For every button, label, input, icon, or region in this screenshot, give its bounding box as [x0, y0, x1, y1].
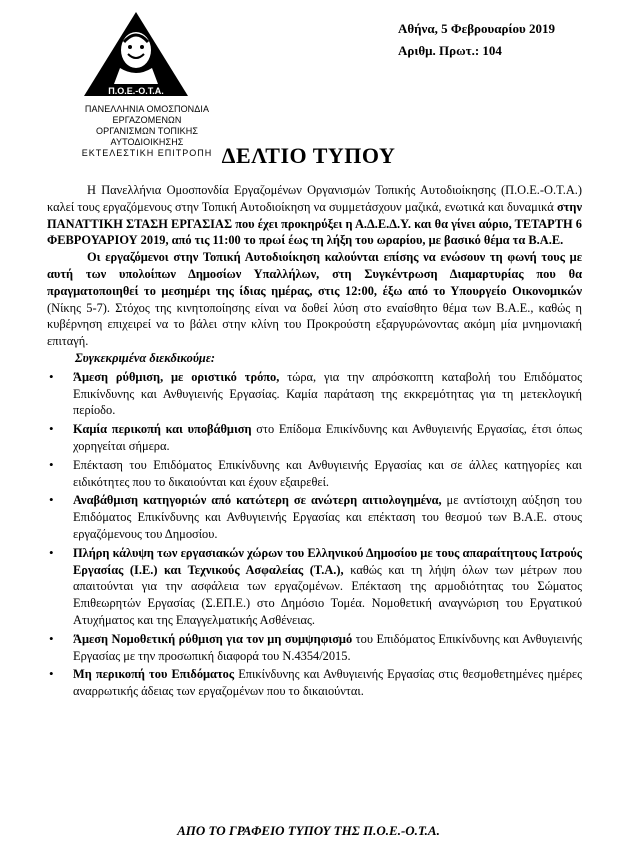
demand-bold-text: Άμεση ρύθμιση, με οριστικό τρόπο, [73, 369, 280, 384]
demand-text: Επέκταση του Επιδόματος Επικίνδυνης και Ανθυγιεινής Εργασίας και σε άλλες κατηγορίες και ειδικότητες που το δικαιούνται και έχουν εξαιρεθεί. [73, 457, 582, 489]
demand-item [47, 421, 582, 455]
demands-list [47, 369, 582, 700]
demand-item [47, 631, 582, 665]
document-date: Αθήνα, 5 Φεβρουαρίου 2019 [398, 21, 555, 36]
demand-item [47, 545, 582, 629]
demand-bold-text: Άμεση Νομοθετική ρύθμιση για τον μη συμψηφισμό [73, 631, 353, 646]
demand-item [47, 457, 582, 491]
demand-text: στο Επίδομα Επικίνδυνης και Ανθυγιεινής Εργασίας, έτσι όπως χορηγείται σήμερα. [73, 422, 582, 453]
intro-strike-text: στην ΠΑΝΑΤΤΙΚΗ ΣΤΑΣΗ ΕΡΓΑΣΙΑΣ που έχει προκηρύξει η Α.Δ.Ε.Δ.Υ. και θα γίνει αύριο, ΤΕΤΑΡΤΗ 6 ΦΕΒΡΟΥΑΡΙΟΥ 2019, από τις 11:00 το πρωί έως τη λήξη του ωραρίου, με βασικό θέμα τα Β.Α.Ε. [47, 199, 582, 248]
demand-text: καθώς και τη λήψη όλων των μέτρων που απαιτούνται για την ασφάλεια των εργαζομένων. Επέκταση της αρμοδιότητας του Σώματος Επιθεωρητών Εργασίας (Σ.ΕΠ.Ε.) στο Δημόσιο Τομέα. Νομοθετική αναγνώριση του Εργατικού Ατυχήματος και της Επαγγελματικής Ασθένειας. [73, 562, 582, 627]
bullet-icon: • [49, 666, 54, 682]
protocol-number: Αριθμ. Πρωτ.: 104 [398, 43, 502, 58]
intro-paragraph [47, 182, 582, 249]
bullet-icon: • [49, 544, 54, 560]
intro-text: Η Πανελλήνια Ομοσπονδία Εργαζομένων Οργανισμών Τοπικής Αυτοδιοίκησης (Π.Ο.Ε.-Ο.Τ.Α.) καλεί τους εργαζόμενους στην Τοπική Αυτοδιοίκηση να συμμετάσχουν μαζικά, ενωτικά και δυναμικά [47, 183, 582, 214]
demand-text: με αντίστοιχη αύξηση του Επιδόματος Επικίνδυνης και Ανθυγιεινής Εργασίας και επέκταση του θεσμού των Β.Α.Ε. στους εργαζόμενους του Δημοσίου. [73, 493, 582, 541]
demand-bold-text: Μη περικοπή του Επιδόματος [73, 667, 235, 682]
demand-bold-text: Πλήρη κάλυψη των εργασιακών χώρων του Ελληνικού Δημοσίου με τους απαραίτητους Ιατρούς Εργασίας (Ι.Ε.) και Τεχνικούς Ασφαλείας (Τ.Α.), [73, 545, 582, 577]
org-line-2: ΟΡΓΑΝΙΣΜΩΝ ΤΟΠΙΚΗΣ ΑΥΤΟΔΙΟΙΚΗΣΗΣ [96, 126, 198, 147]
bullet-icon: • [49, 456, 54, 472]
rally-text: (Νίκης 5-7). Στόχος της κινητοποίησης είναι να δοθεί λύση στο εναίσθητο θέμα των Β.Α.Ε., καθώς η κυβέρνηση επιχειρεί να το βάλει στην κλίνη του Προκρούστη εξαργυρώνοντας ακόμη μία μνημονιακή επιταγή. [47, 300, 582, 349]
logo-text: Π.Ο.Ε.-Ο.Τ.Α. [108, 86, 164, 96]
demand-text: του Επιδόματος Επικίνδυνης και Ανθυγιεινής Εργασίας με την προσωπική διαφορά του Ν.4354/2015. [73, 631, 582, 663]
demand-bold-text: Καμία περικοπή και υποβάθμιση [73, 422, 252, 437]
document-meta [398, 18, 555, 62]
press-release-body [47, 182, 582, 700]
bullet-icon: • [49, 368, 54, 384]
press-office-signature: ΑΠΟ ΤΟ ΓΡΑΦΕΙΟ ΤΥΠΟΥ ΤΗΣ Π.Ο.Ε.-Ο.Τ.Α. [177, 823, 440, 838]
org-line-1: ΠΑΝΕΛΛΗΝΙΑ ΟΜΟΣΠΟΝΔΙΑ ΕΡΓΑΖΟΜΕΝΩΝ [84, 104, 210, 125]
org-line-3: ΕΚΤΕΛΕΣΤΙΚΗ ΕΠΙΤΡΟΠΗ [81, 148, 213, 158]
bullet-icon: • [49, 421, 54, 437]
bullet-icon: • [49, 630, 54, 646]
demand-text: τώρα, για την απρόσκοπτη καταβολή του Επιδόματος Επικίνδυνης και Ανθυγιεινής Εργασίας. Καμία παράταση της εκκρεμότητας για τη μετεκλογική περίοδο. [73, 369, 582, 418]
demand-item [47, 369, 582, 419]
document-title: ΔΕΛΤΙΟ ΤΥΠΟΥ [221, 143, 396, 168]
demands-heading: Συγκεκριμένα διεκδικούμε: [75, 350, 216, 365]
demand-text: Επικίνδυνης και Ανθυγιεινής Εργασίας στις θεσμοθετημένες ημέρες αναρρωτικής άδειας των εργαζομένων που το δικαιούνται. [73, 667, 582, 699]
bullet-icon: • [49, 492, 54, 508]
logo-emblem-icon [80, 10, 192, 100]
demand-item [47, 666, 582, 700]
demand-bold-text: Αναβάθμιση κατηγοριών από κατώτερη σε ανώτερη αιτιολογημένα, [73, 493, 442, 508]
demand-item [47, 492, 582, 542]
rally-bold-text: Οι εργαζόμενοι στην Τοπική Αυτοδιοίκηση καλούνται επίσης να ενώσουν τη φωνή τους με αυτή των υπολοίπων Δημοσίων Υπαλλήλων, στη Συγκέντρωση Διαμαρτυρίας που θα πραγματοποιηθεί το μεσημέρι της ίδιας ημέρας, στις 12:00, έξω από το Υπουργείο Οικονομικών [47, 250, 582, 298]
rally-paragraph [47, 249, 582, 350]
